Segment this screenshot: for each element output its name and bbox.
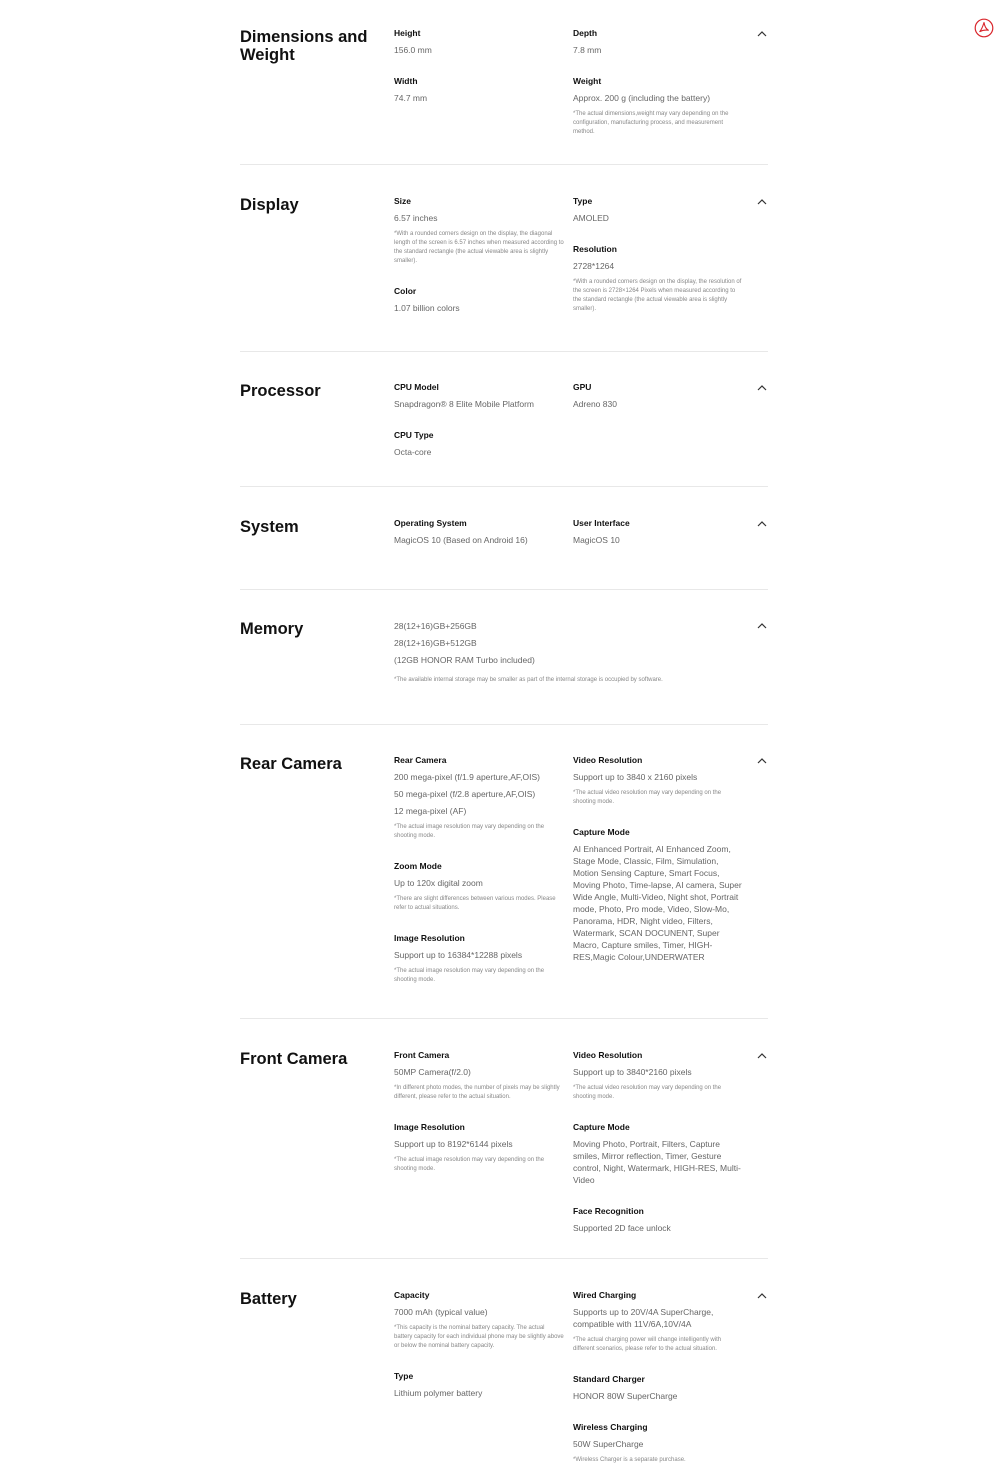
spec-item-standard-charger <box>573 1374 743 1402</box>
spec-item-battery-type <box>394 1371 564 1399</box>
section-title: Front Camera <box>240 1050 348 1068</box>
spec-label: GPU <box>573 382 592 392</box>
section-divider <box>240 724 768 725</box>
memory-option: 28(12+16)GB+256GB <box>394 621 477 631</box>
spec-value: HONOR 80W SuperCharge <box>573 1391 678 1401</box>
spec-note: *The actual charging power will change intelligently with different scenarios, please refer to the actual situation. <box>573 1337 722 1352</box>
spec-item-image-resolution <box>394 1122 564 1174</box>
spec-label: Weight <box>573 76 602 86</box>
section-title: Battery <box>240 1290 297 1308</box>
spec-value: 156.0 mm <box>394 45 432 55</box>
spec-item-face-recognition <box>573 1206 743 1234</box>
spec-value: Up to 120x digital zoom <box>394 878 483 888</box>
spec-label: Type <box>394 1371 414 1381</box>
spec-item-rear-camera <box>394 755 564 841</box>
chevron-up-icon[interactable] <box>756 1290 768 1302</box>
spec-value: 7.8 mm <box>573 45 602 55</box>
chevron-up-icon[interactable] <box>756 382 768 394</box>
spec-label: CPU Type <box>394 430 434 440</box>
spec-column-right <box>573 518 743 566</box>
spec-item-video-resolution <box>573 1050 743 1102</box>
spec-column-right <box>573 28 743 157</box>
section-dimensions <box>240 28 768 138</box>
chevron-up-icon[interactable] <box>756 196 768 208</box>
section-battery <box>240 1290 768 1475</box>
spec-value: Support up to 16384*12288 pixels <box>394 950 523 960</box>
spec-label: CPU Model <box>394 382 439 392</box>
spec-column-left <box>394 1290 564 1419</box>
spec-value: Snapdragon® 8 Elite Mobile Platform <box>394 399 534 409</box>
spec-note: *The available internal storage may be smaller as part of the internal storage is occupied by software. <box>394 677 663 683</box>
rear-camera-lens: 200 mega-pixel (f/1.9 aperture,AF,OIS) <box>394 772 540 782</box>
spec-note: *The actual video resolution may vary depending on the shooting mode. <box>573 1085 722 1100</box>
spec-value: Lithium polymer battery <box>394 1388 483 1398</box>
spec-label: Image Resolution <box>394 1122 465 1132</box>
section-divider <box>240 589 768 590</box>
spec-label: Video Resolution <box>573 1050 643 1060</box>
section-front-camera <box>240 1050 768 1235</box>
spec-item-image-resolution <box>394 933 564 985</box>
spec-label: Image Resolution <box>394 933 465 943</box>
spec-column-left <box>394 28 564 124</box>
spec-label: Wireless Charging <box>573 1422 648 1432</box>
spec-label: Face Recognition <box>573 1206 644 1216</box>
spec-value: Supports up to 20V/4A SuperCharge, compatible with 11V/6A,10V/4A <box>573 1307 714 1329</box>
spec-column-left <box>394 382 564 478</box>
spec-label: Operating System <box>394 518 467 528</box>
spec-value: 1.07 billion colors <box>394 303 460 313</box>
spec-column-left <box>394 620 754 685</box>
spec-note: *In different photo modes, the number of pixels may be slightly different, please refer to the actual situation. <box>394 1085 560 1100</box>
spec-item-capture-mode <box>573 827 743 963</box>
spec-item-front-camera <box>394 1050 564 1102</box>
spec-value: 50W SuperCharge <box>573 1439 644 1449</box>
spec-note: *Wireless Charger is a separate purchase. <box>573 1457 686 1463</box>
memory-values <box>394 620 754 666</box>
spec-column-right <box>573 382 743 430</box>
spec-column-left <box>394 1050 564 1194</box>
spec-column-left <box>394 196 564 334</box>
spec-label: Video Resolution <box>573 755 643 765</box>
spec-value: 6.57 inches <box>394 213 438 223</box>
spec-value: MagicOS 10 (Based on Android 16) <box>394 535 528 545</box>
chevron-up-icon[interactable] <box>756 620 768 632</box>
spec-value: 74.7 mm <box>394 93 428 103</box>
section-divider <box>240 164 768 165</box>
spec-item-wired-charging <box>573 1290 743 1354</box>
section-title: System <box>240 518 299 536</box>
spec-label: Type <box>573 196 593 206</box>
spec-column-left <box>394 755 564 1005</box>
spec-value: AMOLED <box>573 213 609 223</box>
spec-label: Wired Charging <box>573 1290 637 1300</box>
section-rear-camera <box>240 755 768 995</box>
spec-label: Capacity <box>394 1290 430 1300</box>
section-title: Rear Camera <box>240 755 342 773</box>
spec-item-capacity <box>394 1290 564 1351</box>
spec-value: AI Enhanced Portrait, AI Enhanced Zoom, Stage Mode, Classic, Film, Simulation, Motion Sensing Capture, Smart Focus, Moving Photo, Time-lapse, AI camera, Super Wide Angle, Multi-Video, Night shot, Portrait mode, Photo, Pro mode, Video, Slow-Mo, Panorama, HDR, Night video, Filters, Watermark, SCAN DOCUNENT, Super Macro, Capture smiles, Timer, HIGH-RES,Magic Colour,UNDERWATER <box>573 844 742 962</box>
spec-item-resolution <box>573 244 743 314</box>
section-title: Dimensions and Weight <box>240 28 368 64</box>
spec-column-right <box>573 1050 743 1254</box>
spec-item-height <box>394 28 564 56</box>
spec-item-size <box>394 196 564 266</box>
chevron-up-icon[interactable] <box>756 28 768 40</box>
spec-column-left <box>394 518 564 566</box>
spec-item-zoom <box>394 861 564 913</box>
chevron-up-icon[interactable] <box>756 755 768 767</box>
spec-item-width <box>394 76 564 104</box>
memory-option: (12GB HONOR RAM Turbo included) <box>394 655 535 665</box>
section-processor <box>240 382 768 462</box>
section-divider <box>240 1258 768 1259</box>
spec-item-type <box>573 196 743 224</box>
spec-value <box>394 771 564 817</box>
spec-item-weight <box>573 76 743 137</box>
spec-value: Supported 2D face unlock <box>573 1223 671 1233</box>
spec-value: Approx. 200 g (including the battery) <box>573 93 711 103</box>
spec-item-capture-mode <box>573 1122 743 1186</box>
spec-note: *With a rounded corners design on the display, the diagonal length of the screen is 6.57 inches when measured according to the standard rectangle (the actual viewable area is slightly smaller). <box>394 231 564 264</box>
spec-note: *This capacity is the nominal battery capacity. The actual battery capacity for each individual phone may be slightly above or below the nominal battery capacity. <box>394 1325 564 1349</box>
spec-value: Octa-core <box>394 447 432 457</box>
spec-value: Moving Photo, Portrait, Filters, Capture smiles, Mirror reflection, Timer, Gesture control, Night, Watermark, HIGH-RES, Multi-Video <box>573 1139 741 1185</box>
chevron-up-icon[interactable] <box>756 1050 768 1062</box>
spec-label: Capture Mode <box>573 827 630 837</box>
spec-label: Color <box>394 286 417 296</box>
spec-item-wireless-charging <box>573 1422 743 1465</box>
spec-label: User Interface <box>573 518 630 528</box>
spec-note: *The actual dimensions,weight may vary depending on the configuration, manufacturing process, and measurement method. <box>573 111 729 135</box>
spec-label: Height <box>394 28 421 38</box>
spec-value: 7000 mAh (typical value) <box>394 1307 488 1317</box>
spec-label: Size <box>394 196 412 206</box>
spec-note: *The actual image resolution may vary depending on the shooting mode. <box>394 1157 545 1172</box>
spec-item-depth <box>573 28 743 56</box>
spec-label: Depth <box>573 28 598 38</box>
spec-item-color <box>394 286 564 314</box>
spec-note: *With a rounded corners design on the display, the resolution of the screen is 2728×1264 Pixels when measured according to the standard rectangle (the actual viewable area is slightly smaller). <box>573 279 742 312</box>
section-system <box>240 518 768 558</box>
section-title: Memory <box>240 620 304 638</box>
rear-camera-lens: 50 mega-pixel (f/2.8 aperture,AF,OIS) <box>394 789 536 799</box>
spec-value: Support up to 3840*2160 pixels <box>573 1067 692 1077</box>
spec-note: *There are slight differences between various modes. Please refer to actual situations. <box>394 896 556 911</box>
memory-option: 28(12+16)GB+512GB <box>394 638 477 648</box>
spec-value: MagicOS 10 <box>573 535 620 545</box>
spec-note: *The actual image resolution may vary depending on the shooting mode. <box>394 968 545 983</box>
spec-value: Support up to 8192*6144 pixels <box>394 1139 513 1149</box>
spec-item-ui <box>573 518 743 546</box>
spec-value: Adreno 830 <box>573 399 617 409</box>
spec-column-right <box>573 196 743 334</box>
spec-label: Resolution <box>573 244 617 254</box>
spec-value: 50MP Camera(f/2.0) <box>394 1067 471 1077</box>
section-display <box>240 196 768 326</box>
spec-item-video-resolution <box>573 755 743 807</box>
spec-label: Zoom Mode <box>394 861 442 871</box>
section-title: Display <box>240 196 299 214</box>
section-title: Processor <box>240 382 321 400</box>
spec-note: *The actual video resolution may vary depending on the shooting mode. <box>573 790 722 805</box>
spec-item-gpu <box>573 382 743 410</box>
pdf-download-icon[interactable] <box>974 18 994 38</box>
spec-value: 2728*1264 <box>573 261 615 271</box>
section-divider <box>240 1018 768 1019</box>
spec-column-right <box>573 1290 743 1465</box>
spec-label: Front Camera <box>394 1050 450 1060</box>
spec-label: Capture Mode <box>573 1122 630 1132</box>
spec-label: Rear Camera <box>394 755 447 765</box>
section-divider <box>240 486 768 487</box>
spec-label: Width <box>394 76 418 86</box>
section-memory <box>240 620 768 700</box>
rear-camera-lens: 12 mega-pixel (AF) <box>394 806 467 816</box>
spec-label: Standard Charger <box>573 1374 645 1384</box>
spec-note: *The actual image resolution may vary depending on the shooting mode. <box>394 824 545 839</box>
section-divider <box>240 351 768 352</box>
spec-item-cpu-type <box>394 430 564 458</box>
spec-value: Support up to 3840 x 2160 pixels <box>573 772 698 782</box>
spec-item-os <box>394 518 564 546</box>
spec-column-right <box>573 755 743 983</box>
spec-item-cpu-model <box>394 382 564 410</box>
chevron-up-icon[interactable] <box>756 518 768 530</box>
